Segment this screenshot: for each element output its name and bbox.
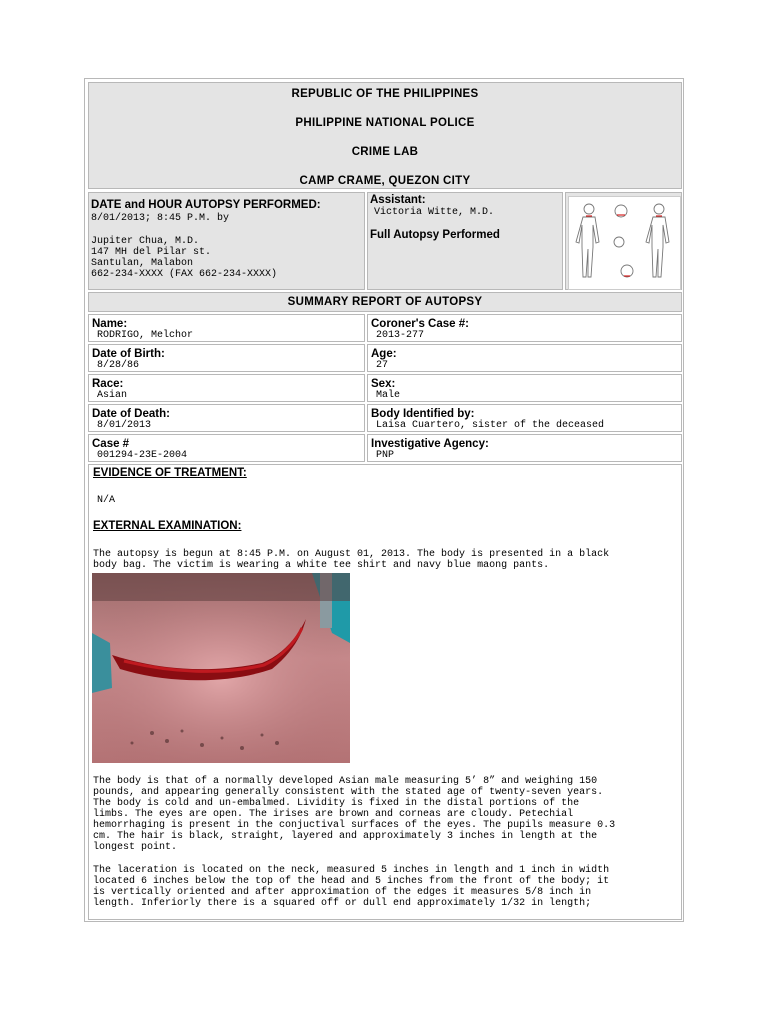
report-header [88, 82, 682, 189]
external-p3-line2: located 6 inches below the top of the head and 5 inches from the front of the body; it [93, 876, 610, 887]
external-p1-line1: The autopsy is begun at 8:45 P.M. on August 01, 2013. The body is presented in a black [93, 549, 610, 560]
autopsy-report-document [84, 78, 684, 922]
age-value: 27 [376, 360, 389, 371]
race-label: Race: [92, 378, 124, 390]
identified-by-value: Laisa Cuartero, sister of the deceased [376, 420, 605, 431]
summary-title-bar [88, 292, 682, 312]
dod-label: Date of Death: [92, 408, 170, 420]
autopsy-date-value: 8/01/2013; 8:45 P.M. by [91, 213, 230, 224]
wound-photo [92, 573, 350, 763]
header-line-1: REPUBLIC OF THE PHILIPPINES [291, 88, 479, 100]
body-outline-icon [569, 197, 680, 289]
name-label: Name: [92, 318, 128, 330]
coroner-case-label: Coroner's Case #: [371, 318, 469, 330]
dob-value: 8/28/86 [97, 360, 140, 371]
external-p3-line3: is vertically oriented and after approximation of the edges it measures 5/8 inch in [93, 887, 592, 898]
header-line-3: CRIME LAB [351, 146, 419, 158]
header-line-2: PHILIPPINE NATIONAL POLICE [295, 117, 475, 129]
dob-label: Date of Birth: [92, 348, 165, 360]
sex-cell [367, 374, 682, 402]
age-cell [367, 344, 682, 372]
dob-cell [88, 344, 365, 372]
dod-value: 8/01/2013 [97, 420, 152, 431]
performer-name: Jupiter Chua, M.D. [91, 236, 200, 247]
age-label: Age: [371, 348, 397, 360]
external-p3-line4: length. Inferiorly there is a squared off or dull end approximately 1/32 in length; [93, 898, 592, 909]
external-p2-line2: pounds, and appearing generally consistent with the stated age of twenty-seven years. [93, 787, 604, 798]
autopsy-date-cell [88, 192, 365, 290]
external-p2-line4: limbs. The eyes are open. The irises are brown and corneas are cloudy. Petechial [93, 809, 574, 820]
agency-cell [367, 434, 682, 462]
external-p2-line3: The body is cold and un-embalmed. Lividity is fixed in the distal portions of the [93, 798, 580, 809]
header-line-4: CAMP CRAME, QUEZON CITY [299, 175, 471, 187]
external-p2-line5: hemorrhaging is present in the conjuctival surfaces of the eyes. The pupils measure 0.3 [93, 820, 616, 831]
case-number-value: 001294-23E-2004 [97, 450, 188, 461]
autopsy-date-label: DATE and HOUR AUTOPSY PERFORMED: [91, 199, 321, 211]
coroner-case-value: 2013-277 [376, 330, 425, 341]
summary-title: SUMMARY REPORT OF AUTOPSY [287, 296, 483, 308]
external-title: EXTERNAL EXAMINATION: [93, 520, 242, 532]
evidence-value: N/A [97, 495, 116, 506]
race-value: Asian [97, 390, 128, 401]
case-number-label: Case # [92, 438, 130, 450]
body-diagram-cell [565, 192, 682, 290]
assistant-cell [367, 192, 563, 290]
identified-by-cell [367, 404, 682, 432]
dod-cell [88, 404, 365, 432]
assistant-label: Assistant: [370, 194, 426, 206]
performer-phone: 662-234-XXXX (FAX 662-234-XXXX) [91, 269, 278, 280]
name-value: RODRIGO, Melchor [97, 330, 194, 341]
performer-address-1: 147 MH del Pilar st. [91, 247, 212, 258]
external-p1-line2: body bag. The victim is wearing a white tee shirt and navy blue maong pants. [93, 560, 550, 571]
coroner-case-cell [367, 314, 682, 342]
external-p3-line1: The laceration is located on the neck, measured 5 inches in length and 1 inch in width [93, 865, 610, 876]
sex-value: Male [376, 390, 401, 401]
wound-photo-image [92, 573, 350, 763]
identified-by-label: Body Identified by: [371, 408, 475, 420]
body-diagram-image [568, 196, 681, 290]
assistant-name: Victoria Witte, M.D. [374, 207, 495, 218]
case-number-cell [88, 434, 365, 462]
external-p2-line1: The body is that of a normally developed Asian male measuring 5’ 8” and weighing 150 [93, 776, 598, 787]
full-autopsy-note: Full Autopsy Performed [370, 229, 500, 241]
agency-value: PNP [376, 450, 395, 461]
sex-label: Sex: [371, 378, 396, 390]
name-cell [88, 314, 365, 342]
agency-label: Investigative Agency: [371, 438, 489, 450]
narrative-section [88, 464, 682, 920]
external-p2-line6: cm. The hair is black, straight, layered and approximately 3 inches in length at the [93, 831, 598, 842]
external-p2-line7: longest point. [93, 842, 178, 853]
performer-address-2: Santulan, Malabon [91, 258, 194, 269]
evidence-title: EVIDENCE OF TREATMENT: [93, 467, 247, 479]
race-cell [88, 374, 365, 402]
